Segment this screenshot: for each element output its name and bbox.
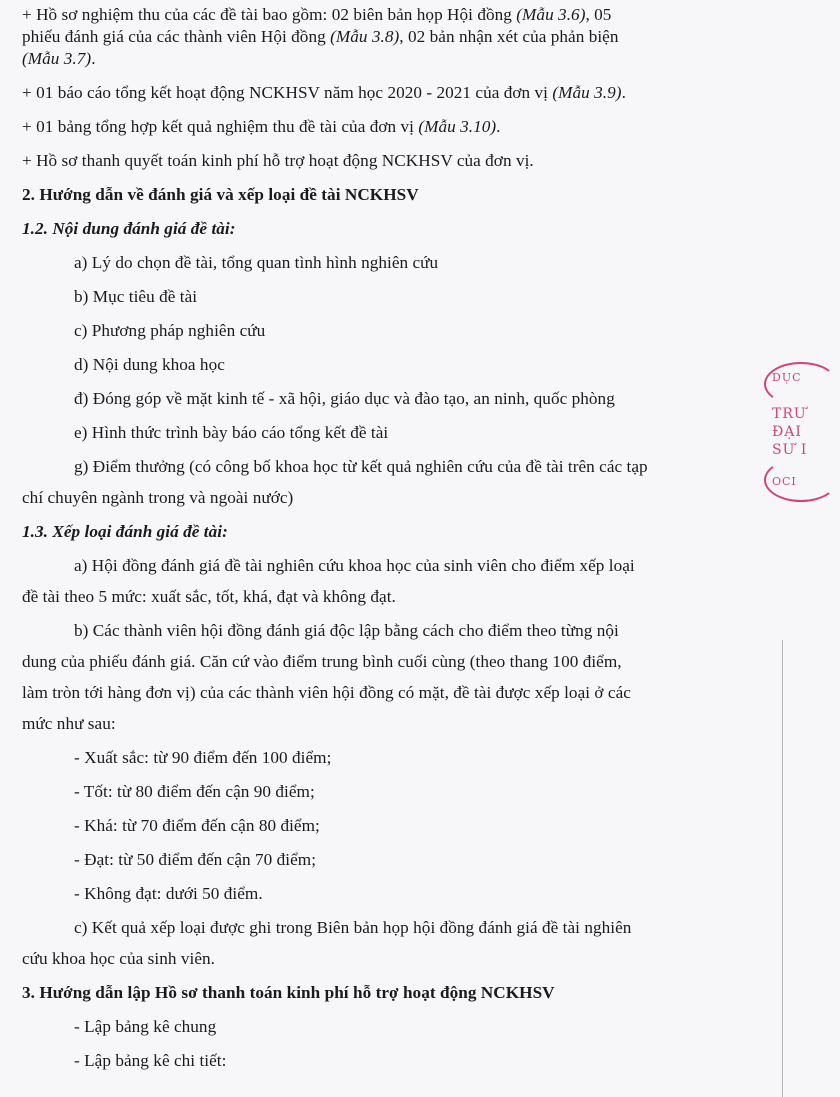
grade-item: - Khá: từ 70 điểm đến cận 80 điểm; [74,816,320,835]
paragraph-line: làm tròn tới hàng đơn vị) của các thành viên hội đồng có mặt, đề tài được xếp loại ở các [22,683,631,702]
criterion-item: e) Hình thức trình bày báo cáo tổng kết đề tài [74,423,389,442]
stamp-text: ĐẠI [772,424,802,440]
rating-paragraph-b [22,620,772,735]
paragraph-line: chí chuyên ngành trong và ngoài nước) [22,488,294,507]
stamp-text: OCI [772,475,797,488]
official-stamp [760,362,840,502]
subsection-heading: 1.2. Nội dung đánh giá đề tài: [22,219,236,238]
list-item: + Hồ sơ thanh quyết toán kinh phí hỗ trợ hoạt động NCKHSV của đơn vị. [22,151,534,170]
grade-item: - Không đạt: dưới 50 điểm. [74,884,263,903]
stamp-text: DỤC [772,371,802,384]
section-heading: 3. Hướng dẫn lập Hồ sơ thanh toán kinh phí hỗ trợ hoạt động NCKHSV [22,983,555,1002]
criterion-item: c) Phương pháp nghiên cứu [74,321,266,340]
subsection-heading: 1.3. Xếp loại đánh giá đề tài: [22,522,228,541]
paragraph-line: cứu khoa học của sinh viên. [22,949,215,968]
list-item: - Lập bảng kê chi tiết: [74,1051,227,1070]
list-item: + 01 bảng tổng hợp kết quả nghiệm thu đề tài của đơn vị (Mẫu 3.10). [22,117,501,136]
list-item-cont: (Mẫu 3.7). [22,49,96,68]
paragraph-line: g) Điểm thưởng (có công bố khoa học từ kết quả nghiên cứu của đề tài trên các tạp [74,457,648,476]
stamp-text: TRƯ [772,406,807,422]
section-heading: 2. Hướng dẫn về đánh giá và xếp loại đề tài NCKHSV [22,185,419,204]
stamp-text: SƯ I [772,442,808,458]
grade-item: - Đạt: từ 50 điểm đến cận 70 điểm; [74,850,317,869]
paragraph-line: c) Kết quả xếp loại được ghi trong Biên bản họp hội đồng đánh giá đề tài nghiên [74,918,632,937]
paragraph-line: a) Hội đồng đánh giá đề tài nghiên cứu khoa học của sinh viên cho điểm xếp loại [74,556,635,575]
rating-paragraph-c [22,917,772,970]
grade-item: - Xuất sắc: từ 90 điểm đến 100 điểm; [74,748,332,767]
criterion-item: b) Mục tiêu đề tài [74,287,198,306]
list-item: + 01 báo cáo tổng kết hoạt động NCKHSV năm học 2020 - 2021 của đơn vị (Mẫu 3.9). [22,83,626,102]
paragraph-line: mức như sau: [22,714,116,733]
criterion-item-bonus [22,456,772,509]
list-item: + Hồ sơ nghiệm thu của các đề tài bao gồm: 02 biên bản họp Hội đồng (Mẫu 3.6), 05 [22,5,612,24]
page-edge-line [782,640,783,1097]
criterion-item: a) Lý do chọn đề tài, tổng quan tình hình nghiên cứu [74,253,439,272]
paragraph-line: đề tài theo 5 mức: xuất sắc, tốt, khá, đạt và không đạt. [22,587,396,606]
paragraph-line: b) Các thành viên hội đồng đánh giá độc lập bằng cách cho điểm theo từng nội [74,621,619,640]
list-item-cont: phiếu đánh giá của các thành viên Hội đồng (Mẫu 3.8), 02 bản nhận xét của phản biện [22,27,619,46]
paragraph-line: dung của phiếu đánh giá. Căn cứ vào điểm trung bình cuối cùng (theo thang 100 điểm, [22,652,622,671]
criterion-item: đ) Đóng góp về mặt kinh tế - xã hội, giáo dục và đào tạo, an ninh, quốc phòng [74,389,615,408]
grade-item: - Tốt: từ 80 điểm đến cận 90 điểm; [74,782,315,801]
rating-paragraph-a [22,555,772,608]
list-item: - Lập bảng kê chung [74,1017,217,1036]
criterion-item: d) Nội dung khoa học [74,355,225,374]
